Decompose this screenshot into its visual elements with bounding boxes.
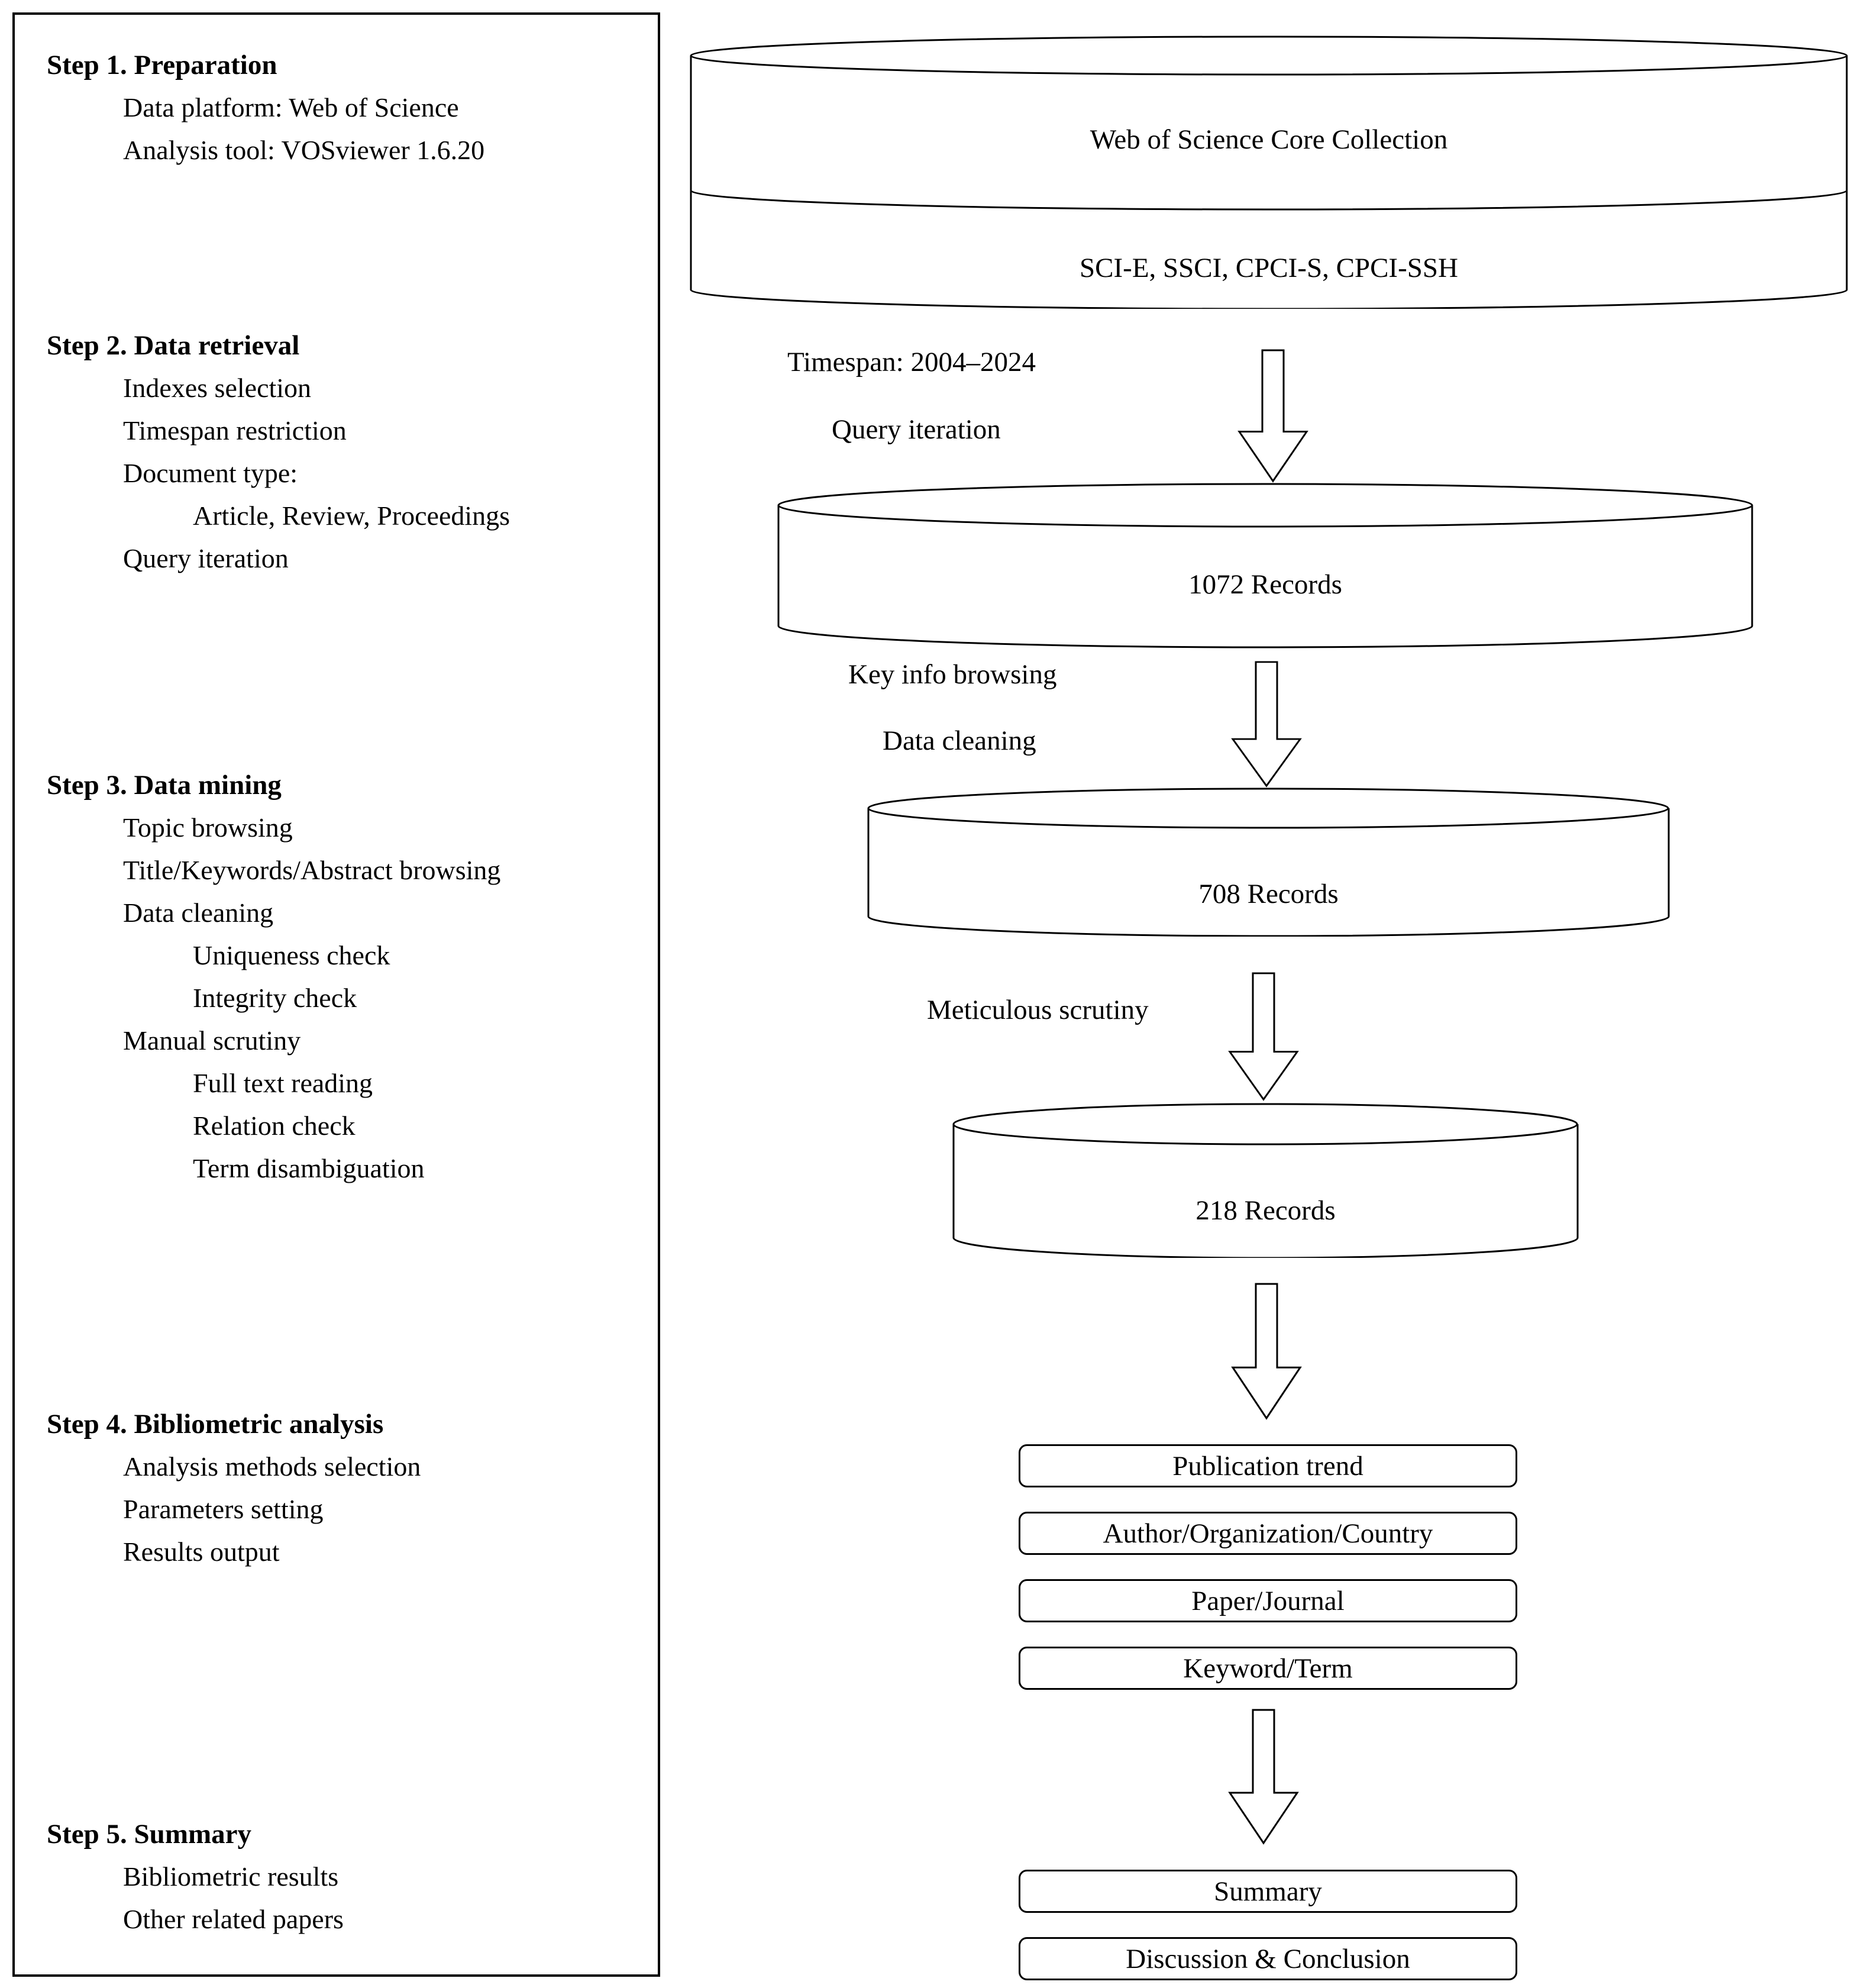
output-box-label: Summary bbox=[1214, 1876, 1322, 1907]
step-3-group bbox=[15, 764, 658, 1190]
analysis-box-paper-journal bbox=[1019, 1579, 1517, 1622]
down-arrow-icon bbox=[1225, 1709, 1302, 1845]
step-item: Full text reading bbox=[193, 1068, 373, 1098]
down-arrow-icon bbox=[1228, 661, 1305, 788]
step-5-group bbox=[15, 1813, 658, 1941]
step-item: Analysis tool: VOSviewer 1.6.20 bbox=[123, 135, 485, 165]
step-3-title: Step 3. Data mining bbox=[47, 770, 282, 801]
step-item: Data platform: Web of Science bbox=[123, 92, 459, 122]
step-item: Topic browsing bbox=[123, 812, 293, 843]
output-box-label: Discussion & Conclusion bbox=[1126, 1943, 1410, 1974]
step-item: Document type: bbox=[123, 458, 298, 488]
step-item: Bibliometric results bbox=[123, 1861, 339, 1892]
step-item: Title/Keywords/Abstract browsing bbox=[123, 855, 501, 885]
analysis-box-keyword-term bbox=[1019, 1647, 1517, 1690]
cylinder-shape-icon bbox=[777, 483, 1753, 648]
step-4-title: Step 4. Bibliometric analysis bbox=[47, 1409, 384, 1440]
output-box-summary bbox=[1019, 1870, 1517, 1913]
query-iteration-label: Query iteration bbox=[832, 414, 1001, 445]
step-item: Query iteration bbox=[123, 543, 289, 573]
step-4-group bbox=[15, 1403, 658, 1573]
down-arrow-icon bbox=[1228, 1283, 1305, 1420]
down-arrow-icon bbox=[1235, 349, 1311, 483]
analysis-box-publication-trend bbox=[1019, 1444, 1517, 1487]
step-item: Manual scrutiny bbox=[123, 1025, 301, 1056]
timespan-label: Timespan: 2004–2024 bbox=[787, 347, 1036, 377]
steps-panel bbox=[12, 12, 660, 1977]
output-box-discussion-conclusion bbox=[1019, 1937, 1517, 1980]
data-cleaning-label: Data cleaning bbox=[883, 725, 1036, 756]
records-cylinder-1072 bbox=[777, 483, 1753, 648]
analysis-box-label: Publication trend bbox=[1172, 1450, 1363, 1482]
step-item: Article, Review, Proceedings bbox=[193, 501, 510, 531]
step-item: Relation check bbox=[193, 1111, 356, 1141]
step-item: Indexes selection bbox=[123, 373, 312, 403]
step-2-group bbox=[15, 324, 658, 580]
step-1-group bbox=[15, 44, 658, 172]
step-item: Integrity check bbox=[193, 983, 357, 1013]
step-item: Timespan restriction bbox=[123, 415, 347, 446]
step-2-title: Step 2. Data retrieval bbox=[47, 330, 300, 361]
records-cylinder-708 bbox=[867, 788, 1670, 937]
records-218-label: 218 Records bbox=[1195, 1195, 1336, 1226]
step-5-title: Step 5. Summary bbox=[47, 1819, 251, 1850]
database-cylinder-wos bbox=[690, 36, 1848, 309]
database-tier2-label: SCI-E, SSCI, CPCI-S, CPCI-SSH bbox=[1080, 253, 1458, 283]
cylinder-shape-icon bbox=[952, 1103, 1579, 1258]
cylinder-shape-icon bbox=[867, 788, 1670, 937]
step-item: Parameters setting bbox=[123, 1494, 324, 1524]
step-item: Analysis methods selection bbox=[123, 1451, 421, 1482]
analysis-box-label: Paper/Journal bbox=[1191, 1585, 1345, 1616]
analysis-box-label: Author/Organization/Country bbox=[1103, 1518, 1433, 1549]
step-item: Term disambiguation bbox=[193, 1153, 425, 1183]
down-arrow-icon bbox=[1225, 972, 1302, 1101]
step-item: Data cleaning bbox=[123, 898, 274, 928]
analysis-box-label: Keyword/Term bbox=[1183, 1653, 1353, 1684]
step-item: Uniqueness check bbox=[193, 940, 390, 970]
meticulous-scrutiny-label: Meticulous scrutiny bbox=[927, 995, 1149, 1025]
records-1072-label: 1072 Records bbox=[1188, 569, 1342, 600]
records-708-label: 708 Records bbox=[1198, 879, 1339, 909]
step-item: Results output bbox=[123, 1537, 280, 1567]
records-cylinder-218 bbox=[952, 1103, 1579, 1258]
step-item: Other related papers bbox=[123, 1904, 344, 1934]
analysis-box-author-organization-country bbox=[1019, 1512, 1517, 1555]
step-1-title: Step 1. Preparation bbox=[47, 50, 277, 80]
key-info-browsing-label: Key info browsing bbox=[848, 659, 1057, 690]
database-tier1-label: Web of Science Core Collection bbox=[1090, 124, 1448, 155]
